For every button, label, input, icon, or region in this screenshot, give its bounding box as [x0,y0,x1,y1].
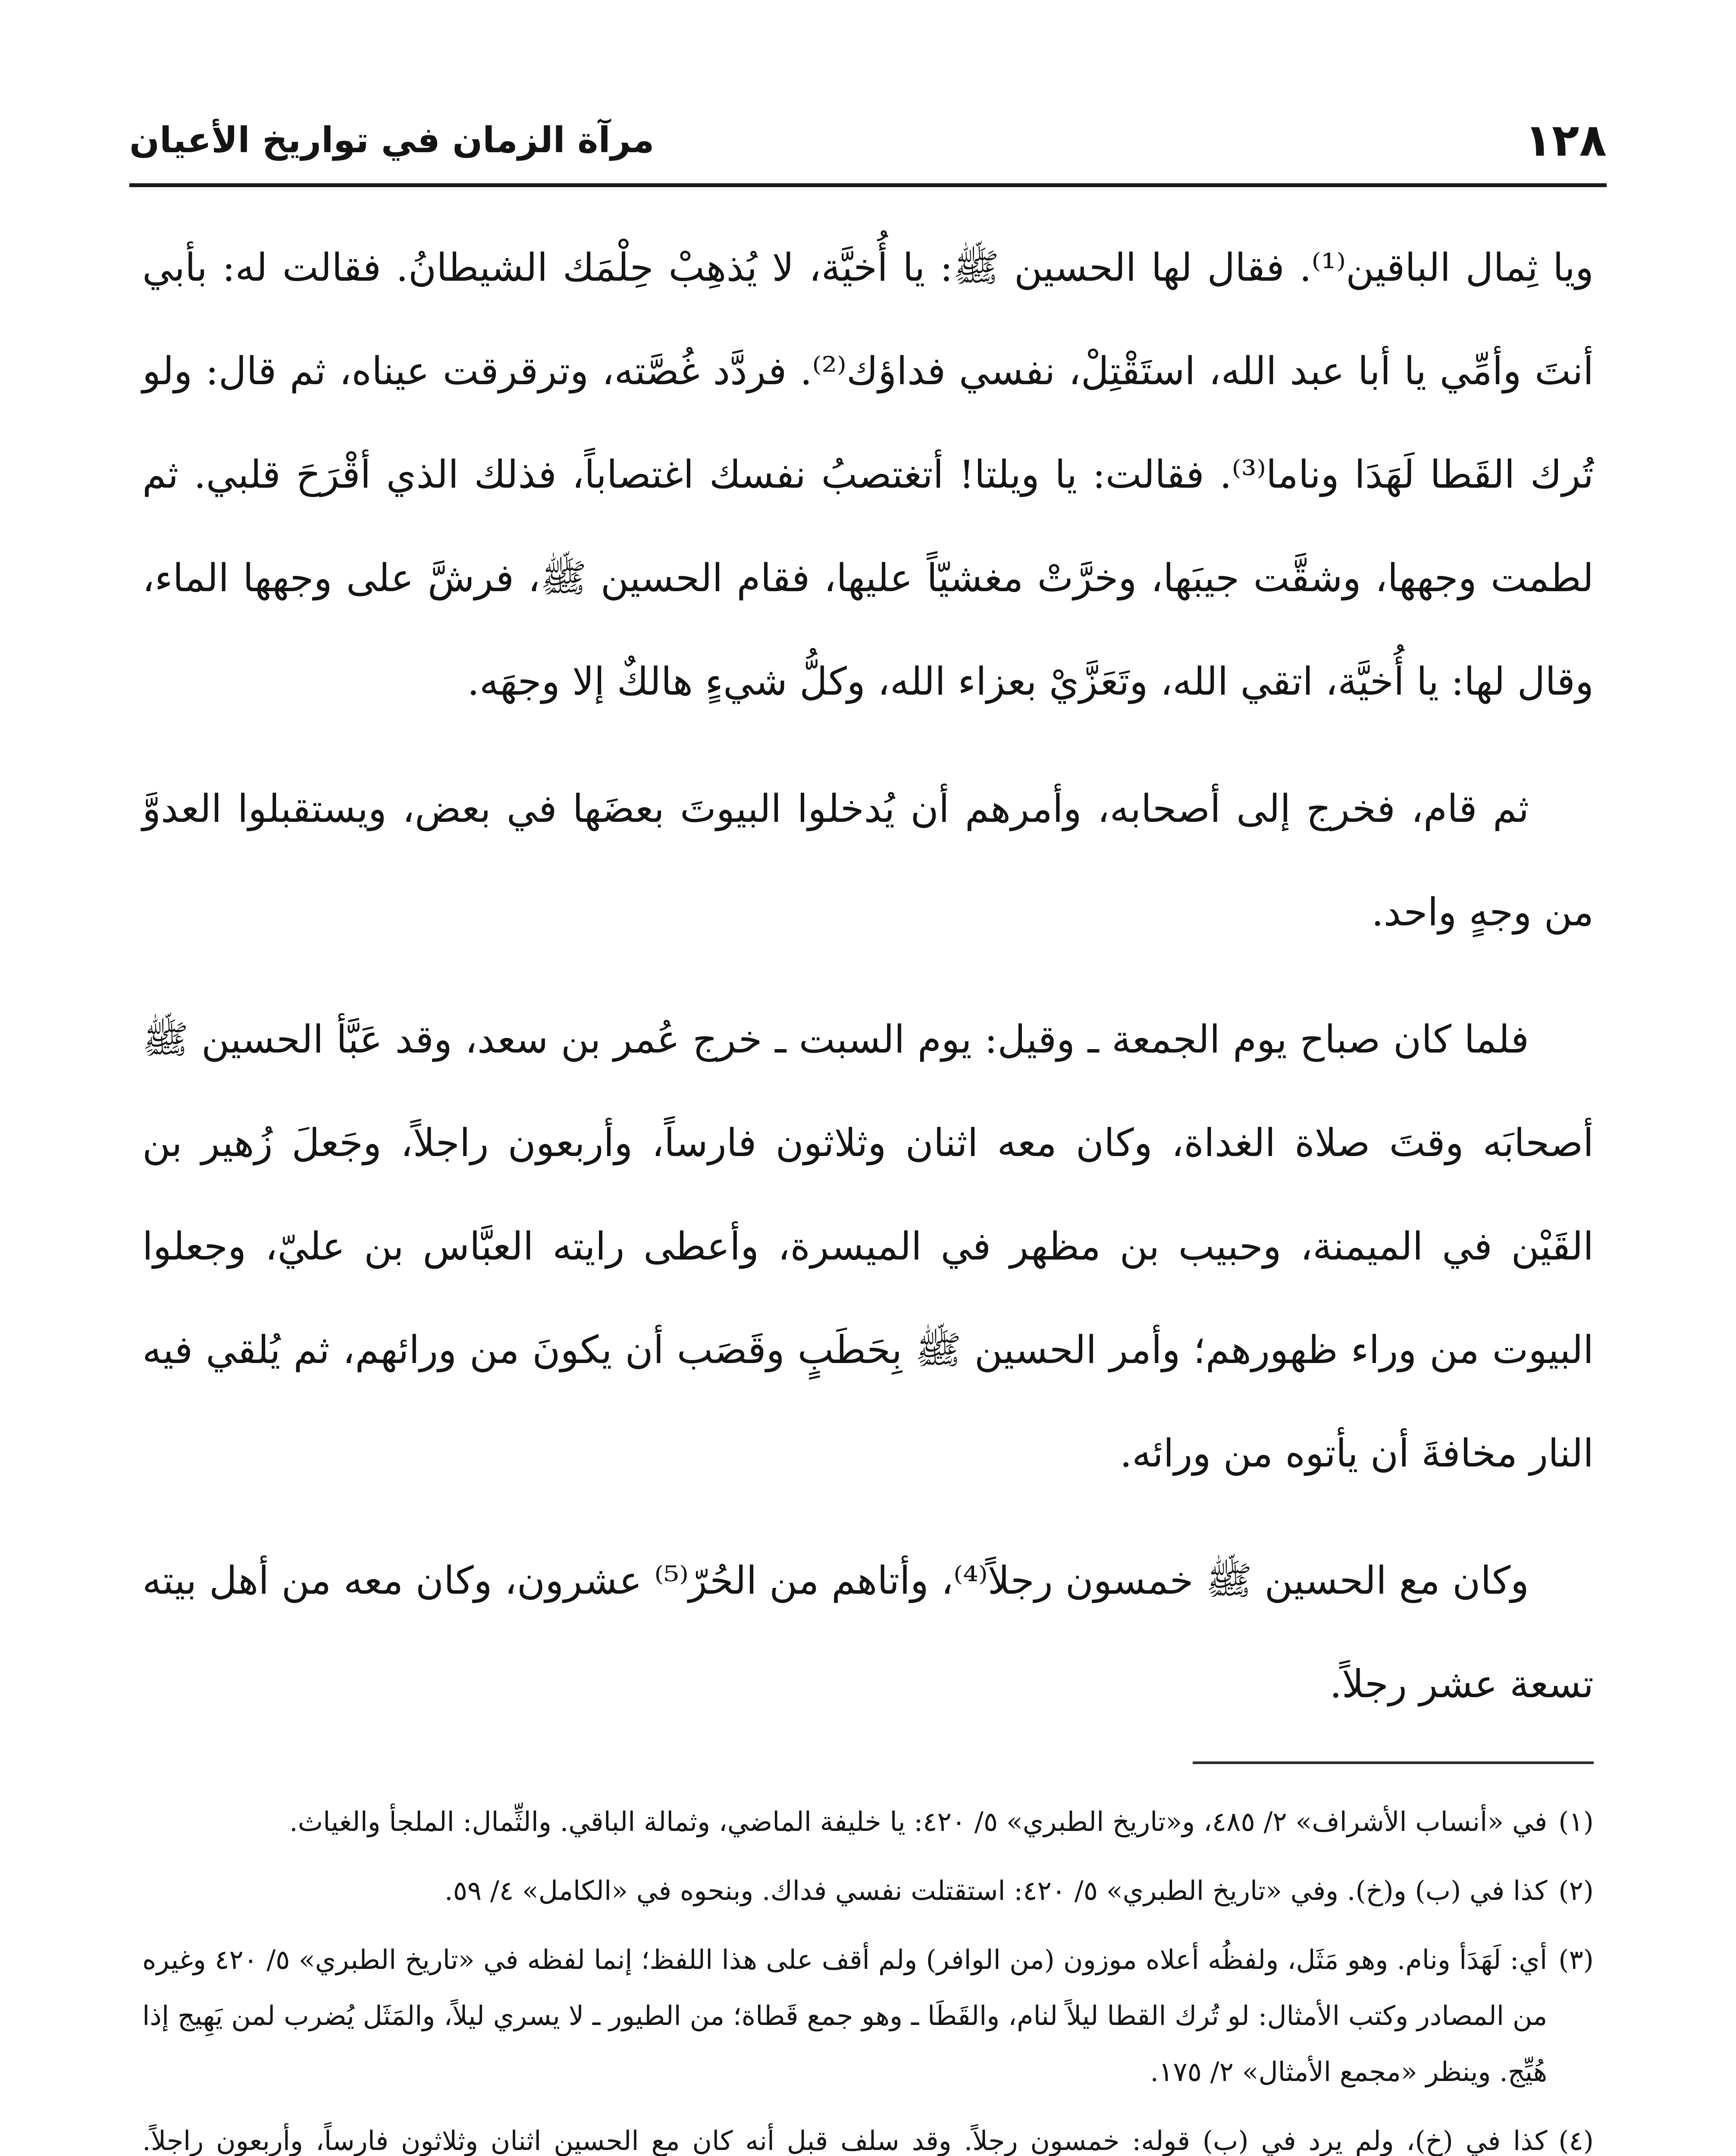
page-header [129,110,1607,170]
footnote-number: (٤) [1558,2125,1594,2156]
footnote [142,1794,1594,1850]
footnote-text: كذا في (خ)، ولم يرد في (ب) قوله: خمسون رجلاً. وقد سلف قبل أنه كان مع الحسين اثنان وثلاثون فارساً، وأربعون راجلاً. [142,2125,1548,2156]
footnote-text: كذا في (ب) و(خ). وفي «تاريخ الطبري» ٥/ ٤٢٠: استقتلت نفسي فداك. وبنحوه في «الكامل» ٤/ ٥٩. [444,1875,1548,1906]
footnote-number: (٢) [1558,1875,1594,1906]
paragraph: فلما كان صباح يوم الجمعة ـ وقيل: يوم السبت ـ خرج عُمر بن سعد، وقد عَبَّأ الحسين ﷺ أصحابَه وقتَ صلاة الغداة، وكان معه اثنان وثلاثون فارساً، وأربعون راجلاً، وجَعلَ زُهير بن القَيْن في الميمنة، وحبيب بن مظهر في الميسرة، وأعطى رايته العبَّاس بن عليّ، وجعلوا البيوت من وراء ظهورهم؛ وأمر الحسين ﷺ بِحَطَبٍ وقَصَب أن يكونَ من ورائهم، ثم يُلقي فيه النار مخافةَ أن يأتوه من ورائه. [142,1017,1594,1476]
footnote-text: أي: لَهَدَأ ونام. وهو مَثَل، ولفظُه أعلاه موزون (من الوافر) ولم أقف على هذا اللفظ؛ إنما لفظه في «تاريخ الطبري» ٥/ ٤٢٠ وغيره من المصادر وكتب الأمثال: لو تُرك القطا ليلاً لنام، والقَطَا ـ وهو جمع قَطاة؛ من الطيور ـ لا يسري ليلاً، والمَثَل يُضرب لمن يَهِيج إذا هُيِّج. وينظر «مجمع الأمثال» ٢/ ١٧٥. [142,1944,1548,2087]
page-number: ١٢٨ [1524,114,1607,166]
footnote-separator [1193,1761,1594,1764]
footnote-number: (١) [1558,1806,1594,1837]
paragraph: ثم قام، فخرج إلى أصحابه، وأمرهم أن يُدخلوا البيوتَ بعضَها في بعض، ويستقبلوا العدوَّ من وجهٍ واحد. [142,786,1594,934]
main-text [142,216,1594,1759]
paragraph: وكان مع الحسين ﷺ خمسون رجلاً⁽⁴⁾، وأتاهم من الحُرّ⁽⁵⁾ عشرون، وكان معه من أهل بيته تسعة عشر رجلاً. [142,1558,1594,1706]
footnote [142,1863,1594,1919]
footnote-text: في «أنساب الأشراف» ٢/ ٤٨٥، و«تاريخ الطبري» ٥/ ٤٢٠: يا خليفة الماضي، وثمالة الباقي. والثِّمال: الملجأ والغياث. [289,1806,1548,1837]
footnote [142,1932,1594,2100]
footnote [142,2113,1594,2156]
footnote-number: (٣) [1558,1944,1594,1975]
book-title: مرآة الزمان في تواريخ الأعيان [129,119,655,161]
header-rule [129,183,1607,187]
paragraph: ويا ثِمال الباقين⁽¹⁾. فقال لها الحسين ﷺ: يا أُخيَّة، لا يُذهِبْ حِلْمَك الشيطانُ. فقالت له: بأبي أنتَ وأمِّي يا أبا عبد الله، استَقْتِلْ، نفسي فداؤك⁽²⁾. فردَّد غُصَّته، وترقرقت عيناه، ثم قال: ولو تُرك القَطا لَهَدَا وناما⁽³⁾. فقالت: يا ويلتا! أتغتصبُ نفسك اغتصاباً، فذلك الذي أقْرَحَ قلبي. ثم لطمت وجهها، وشقَّت جيبَها، وخرَّتْ مغشيّاً عليها، فقام الحسين ﷺ، فرشَّ على وجهها الماء، وقال لها: يا أُخيَّة، اتقي الله، وتَعَزَّيْ بعزاء الله، وكلُّ شيءٍ هالكٌ إلا وجهَه. [142,245,1594,704]
footnotes [142,1794,1594,2156]
